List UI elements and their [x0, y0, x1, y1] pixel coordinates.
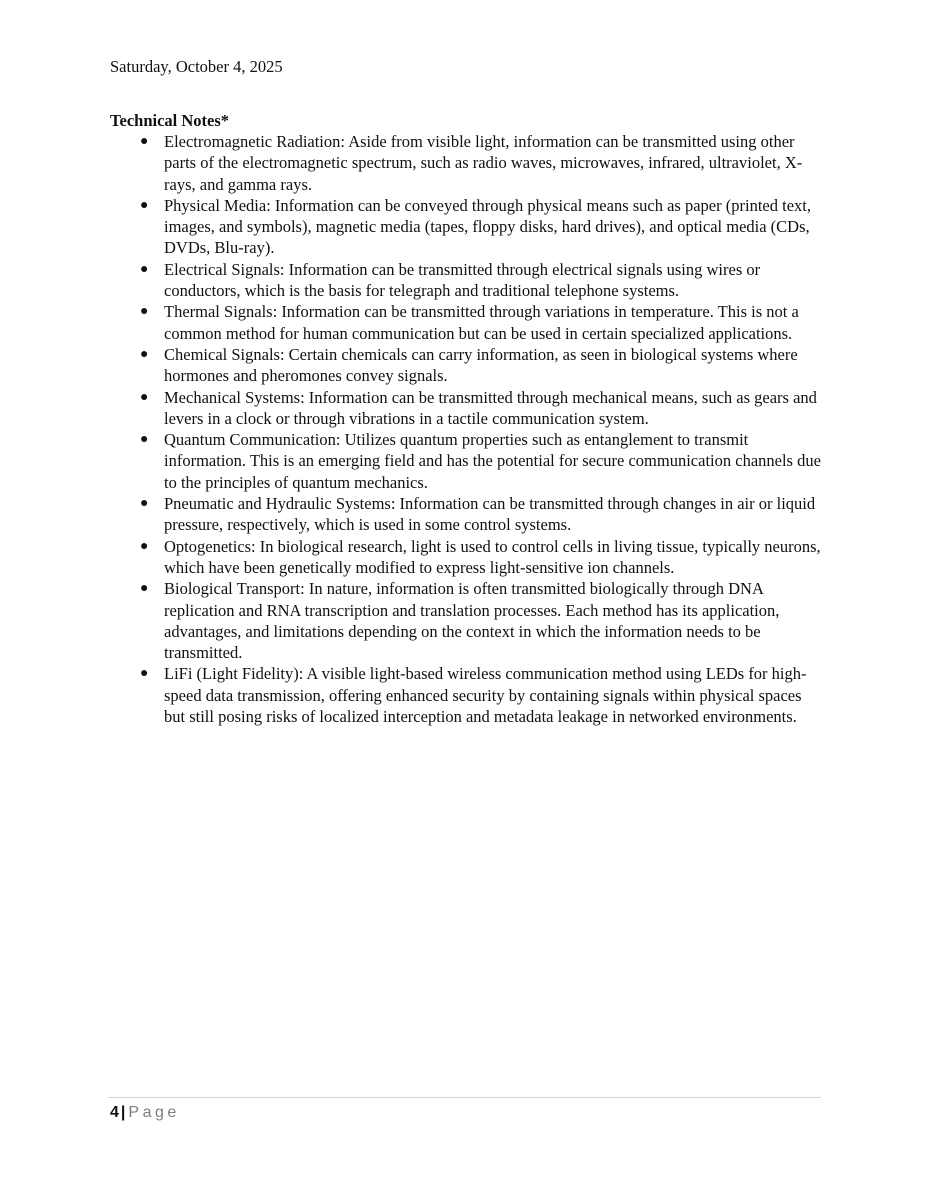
bullet-icon: ● [140, 581, 149, 597]
list-item [110, 493, 822, 536]
list-item [110, 578, 822, 663]
list-item [110, 663, 822, 727]
list-item [110, 536, 822, 579]
list-item [110, 131, 822, 195]
bullet-icon: ● [140, 134, 149, 149]
bullet-icon: ● [140, 346, 149, 362]
list-item-text: Electromagnetic Radiation: Aside from visible light, information can be transmitted using other parts of the electromagnetic spectrum, such as radio waves, microwaves, infrared, ultraviolet, X-rays, and gamma rays. [164, 132, 803, 194]
footer-divider [108, 1097, 821, 1098]
bullet-icon: ● [140, 261, 149, 277]
document-date: Saturday, October 4, 2025 [110, 57, 283, 76]
technical-notes-section [110, 110, 822, 727]
bullet-icon: ● [140, 197, 149, 213]
list-item [110, 259, 822, 302]
bullet-icon: ● [140, 389, 149, 405]
list-item [110, 301, 822, 344]
list-item [110, 195, 822, 259]
technical-notes-list [110, 131, 822, 727]
bullet-icon: ● [140, 304, 149, 320]
bullet-icon: ● [140, 496, 149, 512]
list-item-text: LiFi (Light Fidelity): A visible light-based wireless communication method using LEDs for high-speed data transmission, offering enhanced security by containing signals within physical spaces but still posing risks of localized interception and metadata leakage in networked environments. [164, 664, 807, 727]
list-item-text: Quantum Communication: Utilizes quantum properties such as entanglement to transmit information. This is an emerging field and has the potential for secure communication channels due to the principles of quantum mechanics. [164, 430, 821, 492]
footer-separator: | [120, 1104, 126, 1121]
list-item [110, 429, 822, 493]
list-item-text: Biological Transport: In nature, information is often transmitted biologically through DNA replication and RNA transcription and translation processes. Each method has its application, advantages, and limitations depending on the context in which the information needs to be transmitted. [164, 579, 780, 663]
bullet-icon: ● [140, 666, 149, 682]
list-item-text: Optogenetics: In biological research, light is used to control cells in living tissue, typically neurons, which have been genetically modified to express light-sensitive ion channels. [164, 536, 821, 577]
page-footer [110, 1103, 180, 1123]
list-item [110, 387, 822, 430]
list-item-text: Mechanical Systems: Information can be transmitted through mechanical means, such as gears and levers in a clock or through vibrations in a tactile communication system. [164, 387, 817, 428]
page-number: 4 [110, 1104, 119, 1121]
bullet-icon: ● [140, 432, 149, 448]
list-item-text: Pneumatic and Hydraulic Systems: Information can be transmitted through changes in air or liquid pressure, respectively, which is used in some control systems. [164, 494, 816, 535]
page-label: Page [128, 1104, 180, 1121]
list-item-text: Physical Media: Information can be conveyed through physical means such as paper (printed text, images, and symbols), magnetic media (tapes, floppy disks, hard drives), and optical media (CDs, DVDs, Blu-ray). [164, 195, 811, 258]
list-item-text: Chemical Signals: Certain chemicals can carry information, as seen in biological systems where hormones and pheromones convey signals. [164, 344, 798, 386]
list-item [110, 344, 822, 387]
list-item-text: Thermal Signals: Information can be transmitted through variations in temperature. This is not a common method for human communication but can be used in certain specialized applications. [164, 302, 799, 343]
section-title: Technical Notes* [110, 111, 230, 130]
list-item-text: Electrical Signals: Information can be transmitted through electrical signals using wires or conductors, which is the basis for telegraph and traditional telephone systems. [164, 259, 761, 301]
bullet-icon: ● [140, 538, 149, 554]
